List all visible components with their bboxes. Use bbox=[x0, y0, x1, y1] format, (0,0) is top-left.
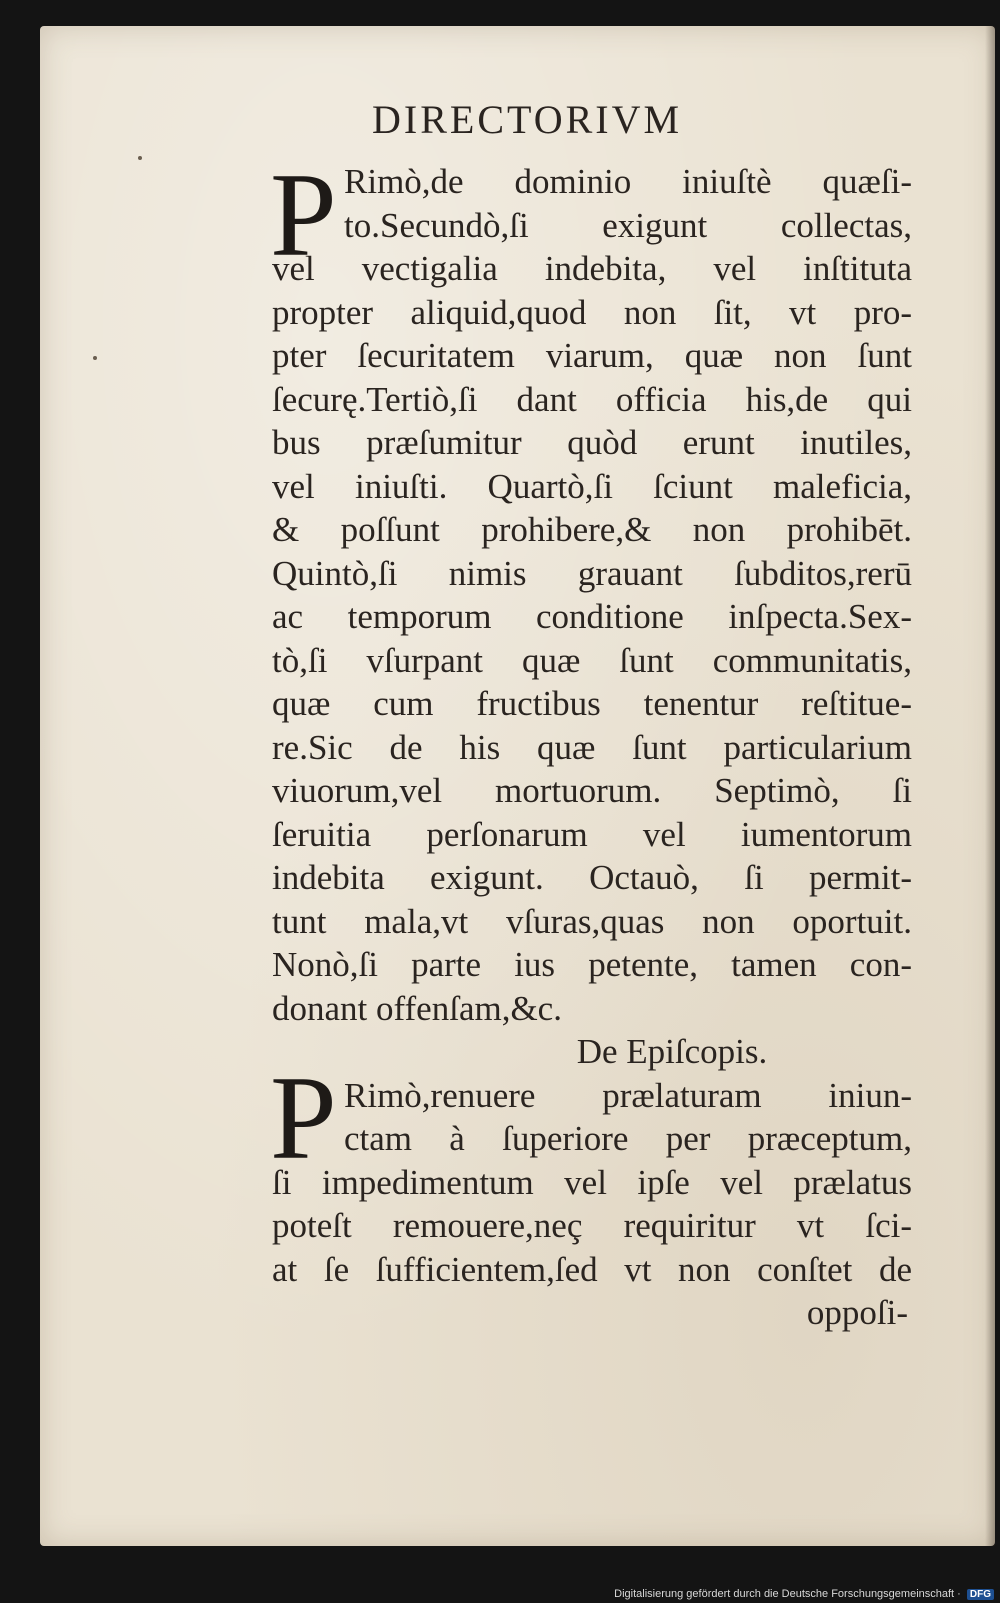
text-line: vel iniuſti. Quartò,ſi ſciunt maleficia, bbox=[272, 466, 912, 506]
text-line: Nonò,ſi parte ius petente, tamen con- bbox=[272, 945, 912, 984]
text-line: propter aliquid,quod non ſit, vt pro- bbox=[272, 292, 912, 332]
text-line: & poſſunt prohibere,& non prohibēt. bbox=[272, 510, 912, 549]
text-line: vel vectigalia indebita, vel inſtituta bbox=[272, 249, 912, 288]
text-line: ſeruitia perſonarum vel iumentorum bbox=[272, 814, 912, 854]
text-line: tunt mala,vt vſuras,quas non oportuit. bbox=[272, 901, 912, 941]
digitization-credit bbox=[614, 1588, 994, 1600]
dropcap-initial: P bbox=[270, 148, 337, 281]
paper-speck bbox=[93, 356, 97, 360]
text-line: Rimò,de dominio iniuſtè quæſi- bbox=[344, 162, 912, 201]
text-line: ctam à ſuperiore per præceptum, bbox=[344, 1119, 912, 1158]
text-line: ſecurę.Tertiò,ſi dant officia his,de qui bbox=[272, 379, 912, 419]
text-line: pter ſecuritatem viarum, quæ non ſunt bbox=[272, 336, 912, 375]
text-line: viuorum,vel mortuorum. Septimò, ſi bbox=[272, 771, 912, 810]
dropcap-initial: P bbox=[270, 1051, 337, 1184]
text-line: donant offenſam,&c. bbox=[272, 988, 562, 1028]
text-block bbox=[272, 160, 912, 1335]
text-line: indebita exigunt. Octauò, ſi permit- bbox=[272, 858, 912, 897]
text-line: at ſe ſufficientem,ſed vt non conſtet de bbox=[272, 1249, 912, 1289]
section-heading: De Epiſcopis. bbox=[576, 1032, 768, 1071]
catchword: oppoſi- bbox=[806, 1293, 908, 1332]
text-line: bus præſumitur quòd erunt inutiles, bbox=[272, 423, 912, 462]
dfg-logo: DFG bbox=[967, 1589, 994, 1600]
text-line: quæ cum fructibus tenentur reſtitue- bbox=[272, 684, 912, 723]
paper-speck bbox=[138, 156, 142, 160]
page-spine-shadow bbox=[985, 26, 995, 1546]
text-line: Quintò,ſi nimis grauant ſubditos,rerū bbox=[272, 553, 912, 593]
credit-text: Digitalisierung gefördert durch die Deutsche Forschungsgemeinschaft · bbox=[614, 1588, 961, 1600]
text-line: tò,ſi vſurpant quæ ſunt communitatis, bbox=[272, 640, 912, 680]
text-line: Rimò,renuere prælaturam iniun- bbox=[344, 1075, 912, 1115]
text-line: ſi impedimentum vel ipſe vel prælatus bbox=[272, 1162, 912, 1202]
text-line: ac temporum conditione inſpecta.Sex- bbox=[272, 597, 912, 636]
text-line: re.Sic de his quæ ſunt particularium bbox=[272, 727, 912, 767]
text-line: poteſt remouere,neç requiritur vt ſci- bbox=[272, 1206, 912, 1245]
running-head: DIRECTORIVM bbox=[372, 97, 683, 142]
text-line: to.Secundò,ſi exigunt collectas, bbox=[344, 205, 912, 245]
